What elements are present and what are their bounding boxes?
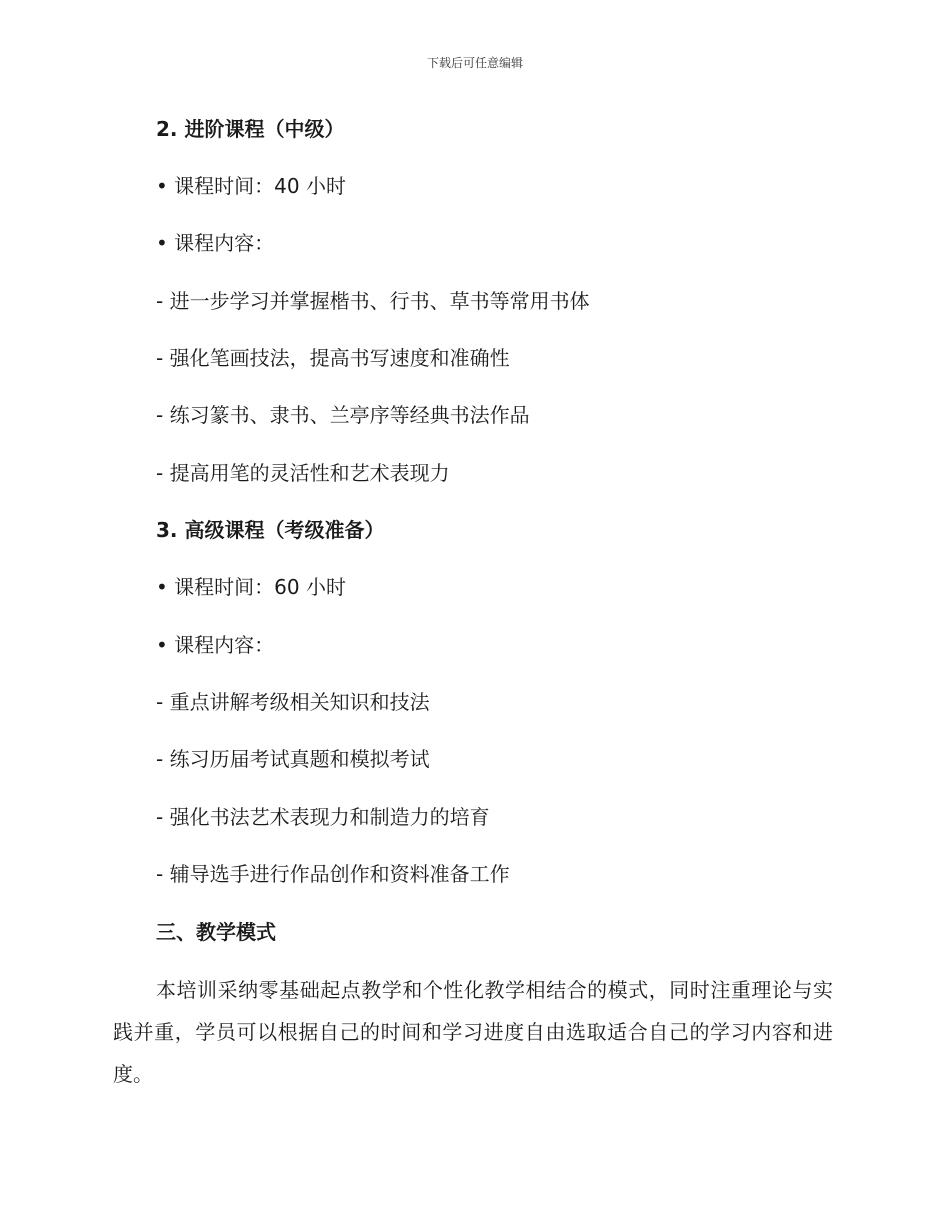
page-header-note: 下载后可任意编辑 [426,56,523,70]
advanced-item-1: - 进一步学习并掌握楷书、行书、草书等常用书体 [156,289,590,313]
advanced-item-2: - 强化笔画技法，提高书写速度和准确性 [156,346,510,370]
senior-item-3: - 强化书法艺术表现力和制造力的培育 [156,805,490,829]
advanced-content-label: • 课程内容： [156,231,275,255]
advanced-item-3: - 练习篆书、隶书、兰亭序等经典书法作品 [156,403,530,427]
senior-item-4: - 辅导选手进行作品创作和资料准备工作 [156,862,510,886]
section-title-senior: 3. 高级课程（考级准备） [156,518,385,542]
section-title-advanced: 2. 进阶课程（中级） [156,117,345,141]
advanced-course-time: • 课程时间：40 小时 [156,174,346,198]
advanced-item-4: - 提高用笔的灵活性和艺术表现力 [156,461,450,485]
senior-item-1: - 重点讲解考级相关知识和技法 [156,690,430,714]
teaching-mode-paragraph: 本培训采纳零基础起点教学和个性化教学相结合的模式，同时注重理论与实践并重，学员可以根据自己的时间和学习进度自由选取适合自己的学习内容和进度。 [113,978,833,1086]
senior-content-label: • 课程内容： [156,633,275,657]
senior-course-time: • 课程时间：60 小时 [156,575,346,599]
senior-item-2: - 练习历届考试真题和模拟考试 [156,747,430,771]
section-title-teaching-mode: 三、教学模式 [156,920,276,944]
